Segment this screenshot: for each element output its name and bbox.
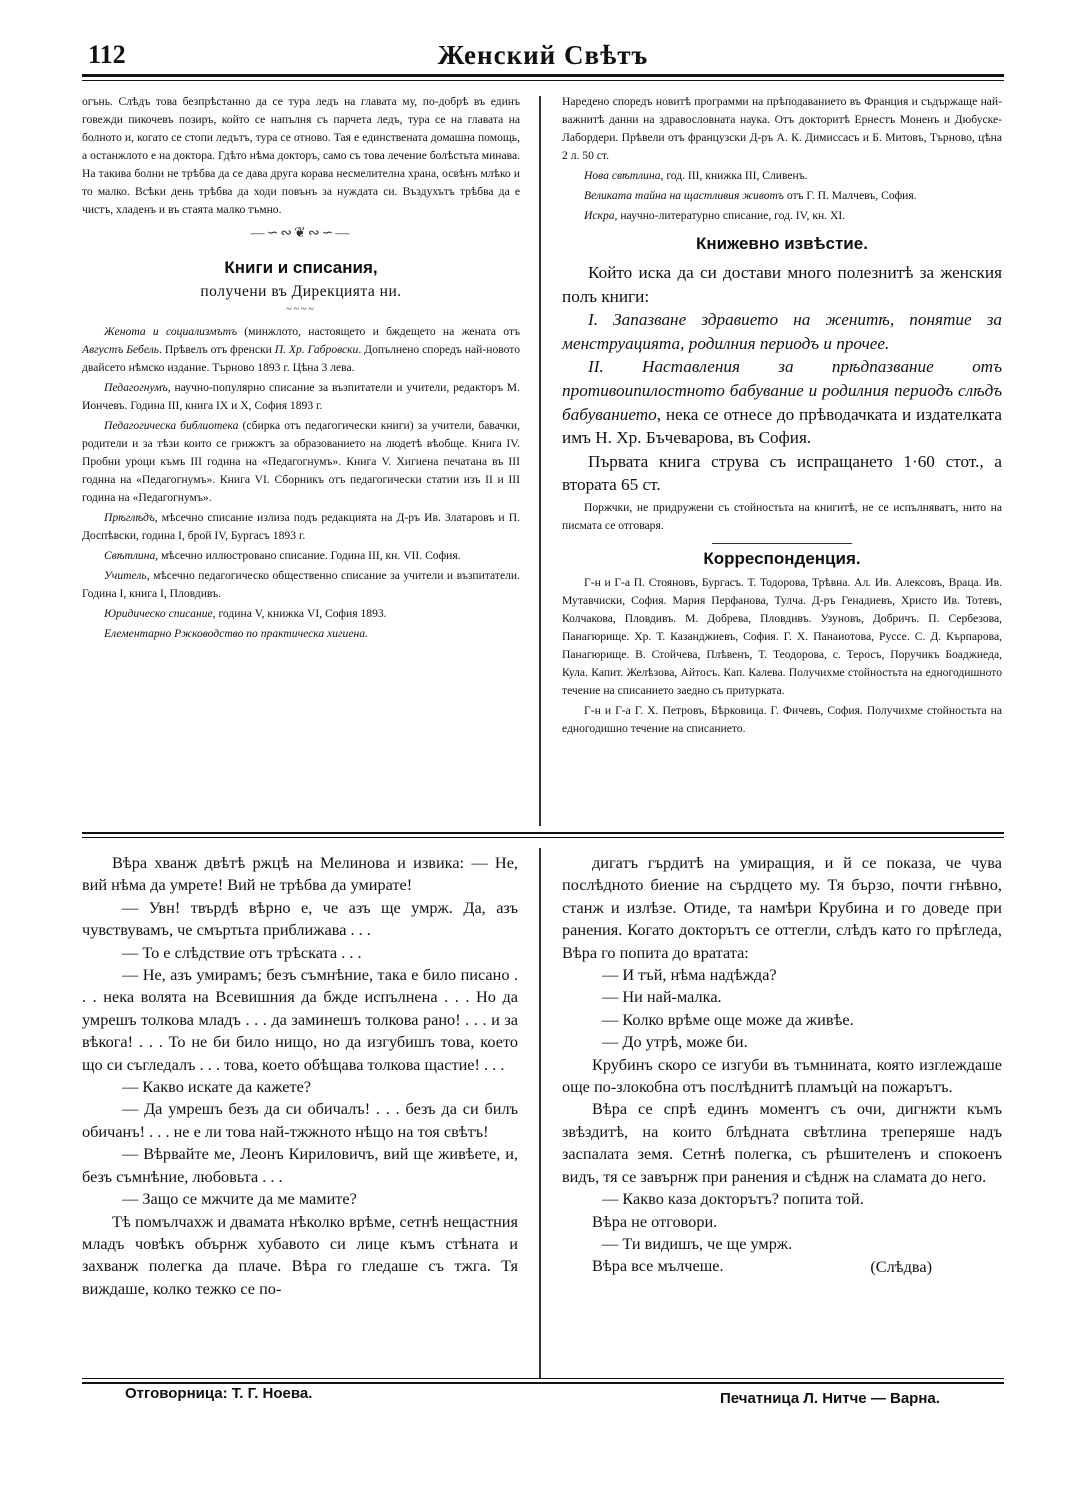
story-paragraph: — Да умрешъ безъ да си обичалъ! . . . безъ да си билъ обичанъ! . . . не е ли това най-тжжното нѣщо на тоя свѣтъ!: [82, 1099, 518, 1141]
book-translator: П. Хр. Габровски: [274, 343, 359, 356]
book-entry: Великата тайна на щастливия животъ отъ Г. П. Малчевъ, София.: [584, 189, 917, 202]
story-paragraph: — Какво искате да кажете?: [122, 1077, 312, 1097]
book-title: Великата тайна на щастливия животъ: [584, 189, 784, 202]
journal-title: Женский Свѣтъ: [437, 40, 649, 70]
notice-title: Книжевно извѣстие.: [696, 234, 868, 253]
story-paragraph: — То е слѣдствие отъ трѣската . . .: [122, 942, 362, 962]
book-author: Августъ Бебель: [82, 343, 160, 356]
page-header: [82, 40, 1004, 74]
book-title: Свѣтлина: [104, 549, 156, 562]
footer-rule-thin: [82, 1378, 1004, 1379]
footer-editor: Отговорница: Т. Г. Ноева.: [125, 1385, 313, 1402]
story-paragraph: — Вѣрвайте ме, Леонъ Кириловичъ, вий ще живѣете, и, безъ съмнѣние, любовьта . . .: [82, 1144, 518, 1186]
story-paragraph: Крубинъ скоро се изгуби въ тъмнината, която изглеждаше още по-злокобна отъ послѣднитѣ пламъцѝ на пожарътъ.: [562, 1054, 1002, 1097]
to-be-continued: (Слѣдва): [870, 1256, 932, 1276]
header-rule-thin: [82, 80, 1004, 81]
book-entry: Женота и социализмътъ (минжлото, настоящето и бждещето на жената отъ Августъ Бебель. Прѣвелъ отъ френски П. Хр. Габровски. Допълнено споредъ най-новото двайсето нѣмско издание. Търново 1893 г. Цѣна 3 лева.: [82, 325, 520, 374]
book-entry: Прѣглѣдъ, мѣсечно списание излиза подъ редакцията на Д-ръ Ив. Златаровъ и П. Доспѣвски, година I, брой IV, Бургасъ 1893 г.: [82, 511, 520, 542]
story-column-divider: [539, 848, 541, 1378]
story-paragraph: — Защо се мжчите да ме мамите?: [122, 1189, 357, 1209]
book-title: Педагогическа библиотека: [104, 419, 239, 432]
section-rule-thin: [82, 837, 1004, 838]
page-number: 112: [88, 40, 126, 69]
notice-book-1: I. Запазване здравието на женитѣ, понятие за менструацията, родилния периодъ и прочее.: [562, 310, 1002, 353]
section-rule-thick: [82, 832, 1004, 834]
notice-price: Първата книга струва съ испращането 1·60 стот., а втората 65 ст.: [562, 451, 1002, 495]
book-continuation: Наредено споредъ новитѣ программи на прѣподаванието въ Франция и съдържаще най-важнитѣ данни на здравословната наука. Отъ докторитѣ Ернестъ Моненъ и Дюбуске-Лабордери. Прѣвели отъ французски Д-ръ А. К. Димиссасъ и Б. Митовъ, Търново, цѣна 2 л. 50 ст.: [562, 95, 1002, 162]
story-paragraph: Вѣра хванж двѣтѣ ржцѣ на Мелинова и извика: — Не, вий нѣма да умрете! Вий не трѣбва да умирате!: [82, 853, 518, 895]
book-entry: Искра, научно-литературно списание, год. IV, кн. XI.: [584, 209, 846, 222]
book-entry: Юридическо списание, година V, книжка VI, София 1893.: [104, 607, 387, 620]
correspondence-title: Корреспонденция.: [703, 548, 861, 568]
top-right-column: [562, 93, 1002, 740]
book-title: Педагогнумъ: [104, 381, 168, 394]
top-column-divider: [539, 96, 541, 826]
book-title: Прѣглѣдъ: [104, 511, 155, 524]
orders-note: Поржчки, не придружени съ стойностьта на книгитѣ, не се испълняватъ, нито на писмата се отговаря.: [562, 500, 1002, 532]
book-title: Елементарно Ржководство по практическа хигиена.: [104, 627, 368, 640]
story-right-paragraphs: [562, 852, 1002, 1278]
book-entry: Нова свѣтлина, год. III, книжка III, Сливенъ.: [584, 169, 808, 182]
story-left-column: [82, 852, 518, 1300]
books-section-subtitle: получени въ Дирекцията ни.: [200, 283, 402, 300]
notice-intro: Който иска да си достави много полезнитѣ за женския полъ книги:: [562, 263, 1002, 306]
story-paragraph: — Ти видишъ, че ще умрж.: [602, 1233, 793, 1253]
books-ornament: ~~~~: [286, 304, 316, 315]
correspondence-text: Г-н и Г-а П. Стояновъ, Бургасъ. Т. Тодорова, Трѣвна. Ал. Ив. Алексовъ, Враца. Ив. Мутавчиски, София. Мария Перфанова, Тулча. Д-ръ Генадиевъ, Христо Ив. Тотевъ, Колчакова, Пловдивъ. М. Добрева, Пловдивъ. Узуновъ, Добричъ. П. Сербезова, Панагюрище. Хр. Т. Казанджиевъ, София. Г. Х. Панаиотова, Руссе. С. Д. Кърпарова, Панагюрище. В. Стойчева, Плѣвенъ, Т. Теодорова, с. Теросъ, Поручикъ Боаджиеда, Кула. Капит. Желѣзова, Айтосъ. Кап. Калева. Получихме стойностьта на едногодишното течение на списанието заедно съ притурката.: [562, 575, 1002, 697]
story-left-paragraphs: [82, 852, 518, 1300]
book-title: Женота и социализмътъ: [104, 325, 237, 338]
story-paragraph: — Увн! твърдѣ вѣрно е, че азъ ще умрж. Да, азъ чувствувамъ, че смъртьта приближава . . .: [82, 897, 518, 940]
story-paragraph: — До утрѣ, може би.: [602, 1032, 748, 1052]
notice-body: [562, 261, 1002, 497]
story-paragraph: Вѣра не отговори.: [592, 1211, 718, 1231]
footer-rule-thick: [82, 1382, 1004, 1384]
story-paragraph: — Какво каза докторътъ? попита той.: [602, 1189, 864, 1209]
story-paragraph: — Колко врѣме още може да живѣе.: [602, 1009, 854, 1029]
correspondence-text: Г-н и Г-а Г. Х. Петровъ, Бѣрковица. Г. Фичевъ, София. Получихме стойностьта на едногодишно течение на списанието.: [562, 703, 1002, 735]
notice-book-2: II. Наставления за прѣдпазвание отъ противоипилостното бабувание и родилния периодъ слѣдъ бабуванието, нека се отнесе до прѣводачката и издателката имъ Н. Хр. Бъчеварова, въ София.: [562, 357, 1002, 448]
book-title: Искра: [584, 209, 615, 222]
book-entry: Педагогнумъ, научно-популярно списание за възпитатели и учители, редакторъ М. Иончевъ. Година III, книга IX и X, София 1893 г.: [82, 381, 520, 412]
book-entry: Свѣтлина, мѣсечно иллюстровано списание. Година III, кн. VII. София.: [104, 549, 461, 562]
story-paragraph: — Ни най-малка.: [602, 987, 722, 1007]
divider-ornament: —∽∾❦∾∽—: [250, 226, 352, 241]
footer-printer: Печатница Л. Нитче — Варна.: [720, 1390, 940, 1407]
story-paragraph: Вѣра се спрѣ единъ моментъ съ очи, дигнжти къмъ звѣздитѣ, на които блѣдната свѣтлина треперяше надъ заспалата земя. Сетнѣ полегка, съ рѣшителенъ и спокоенъ видъ, тя се завърнж при ранения и сѣднж на сламата до него.: [562, 1099, 1002, 1186]
story-paragraph: Вѣра все мълчеше.: [592, 1256, 724, 1276]
intro-paragraph: огънь. Слѣдъ това безпрѣстанно да се тура ледъ на главата му, по-добрѣ въ единъ говежди пикочевъ позиръ, който се напълня съ парчета ледъ, тура се на главата на болното и, когато се стопи ледътъ, тура се отново. Тая е единствената домашна помощь, а останжлото е на доктора. Гдѣто нѣма докторъ, само съ това лечение болѣстьта минава. На такива болни не трѣбва да се дава друга корава несмелителна храна, освѣнъ млѣко и то малко. Всѣки день трѣбва да ходи повънъ за нуждата си. Въздухътъ трѣбва да е чистъ, хладенъ и въ стаята малко тъмно.: [82, 95, 520, 216]
story-right-column: [562, 852, 1002, 1278]
book-title: Учитель: [104, 569, 147, 582]
short-rule: [712, 543, 852, 544]
books-section-title: Книги и списания,: [224, 258, 378, 277]
story-paragraph: — Не, азъ умирамъ; безъ съмнѣние, така е било писано . . . нека волята на Всевишния да бжде испълнена . . . Но да умрешъ толкова младъ . . . да заминешъ толкова рано! . . . и за вѣкога! . . . То не би било нищо, но да изгубишъ това, което що си съгледалъ . . . това, което обѣщава толкова щастие! . . .: [82, 965, 518, 1074]
story-paragraph: Тѣ помълчахж и двамата нѣколко врѣме, сетнѣ нещастния младъ човѣкъ обърнж хубавото си лице къмъ стѣната и захванж полегка да плаче. Вѣра го гледаше съ тжга. Тя виждаше, колко тежко се по-: [82, 1211, 518, 1298]
book-title: Нова свѣтлина: [584, 169, 661, 182]
header-rule-thick: [82, 74, 1004, 77]
book-entry: Педагогическа библиотека (сбирка отъ педагогически книги) за учители, бавачки, родители и за тѣзи които се грижжтъ за образованието на людетѣ вѣобще. Книга IV. Пробни уроци къмъ III годнна на «Педагогнумъ». Книга V. Хигиена печатана въ III годнна на «Педагогнумъ». Книга VI. Сборникъ отъ педагогически статии изъ II и III година на «Педагогнумъ».: [82, 419, 520, 504]
book-title: Юридическо списание: [104, 607, 213, 620]
story-paragraph: дигатъ гърдитѣ на умиращия, и й се показа, че чува послѣдното биение на сърдцето му. Тя бързо, почти гнѣвно, станж и излѣзе. Отиде, та намѣри Крубина и го доведе при ранения. Когато докторътъ се оттегли, слѣдъ като го прѣгледа, Вѣра го попита до вратата:: [562, 853, 1002, 962]
book-entry: [82, 625, 520, 643]
book-entry: Учитель, мѣсечно педагогическо общественно списание за учители и възпитатели. Година I, книга I, Пловдивъ.: [82, 569, 520, 600]
top-left-column: [82, 93, 520, 645]
story-paragraph: — И тъй, нѣма надѣжда?: [602, 965, 777, 985]
